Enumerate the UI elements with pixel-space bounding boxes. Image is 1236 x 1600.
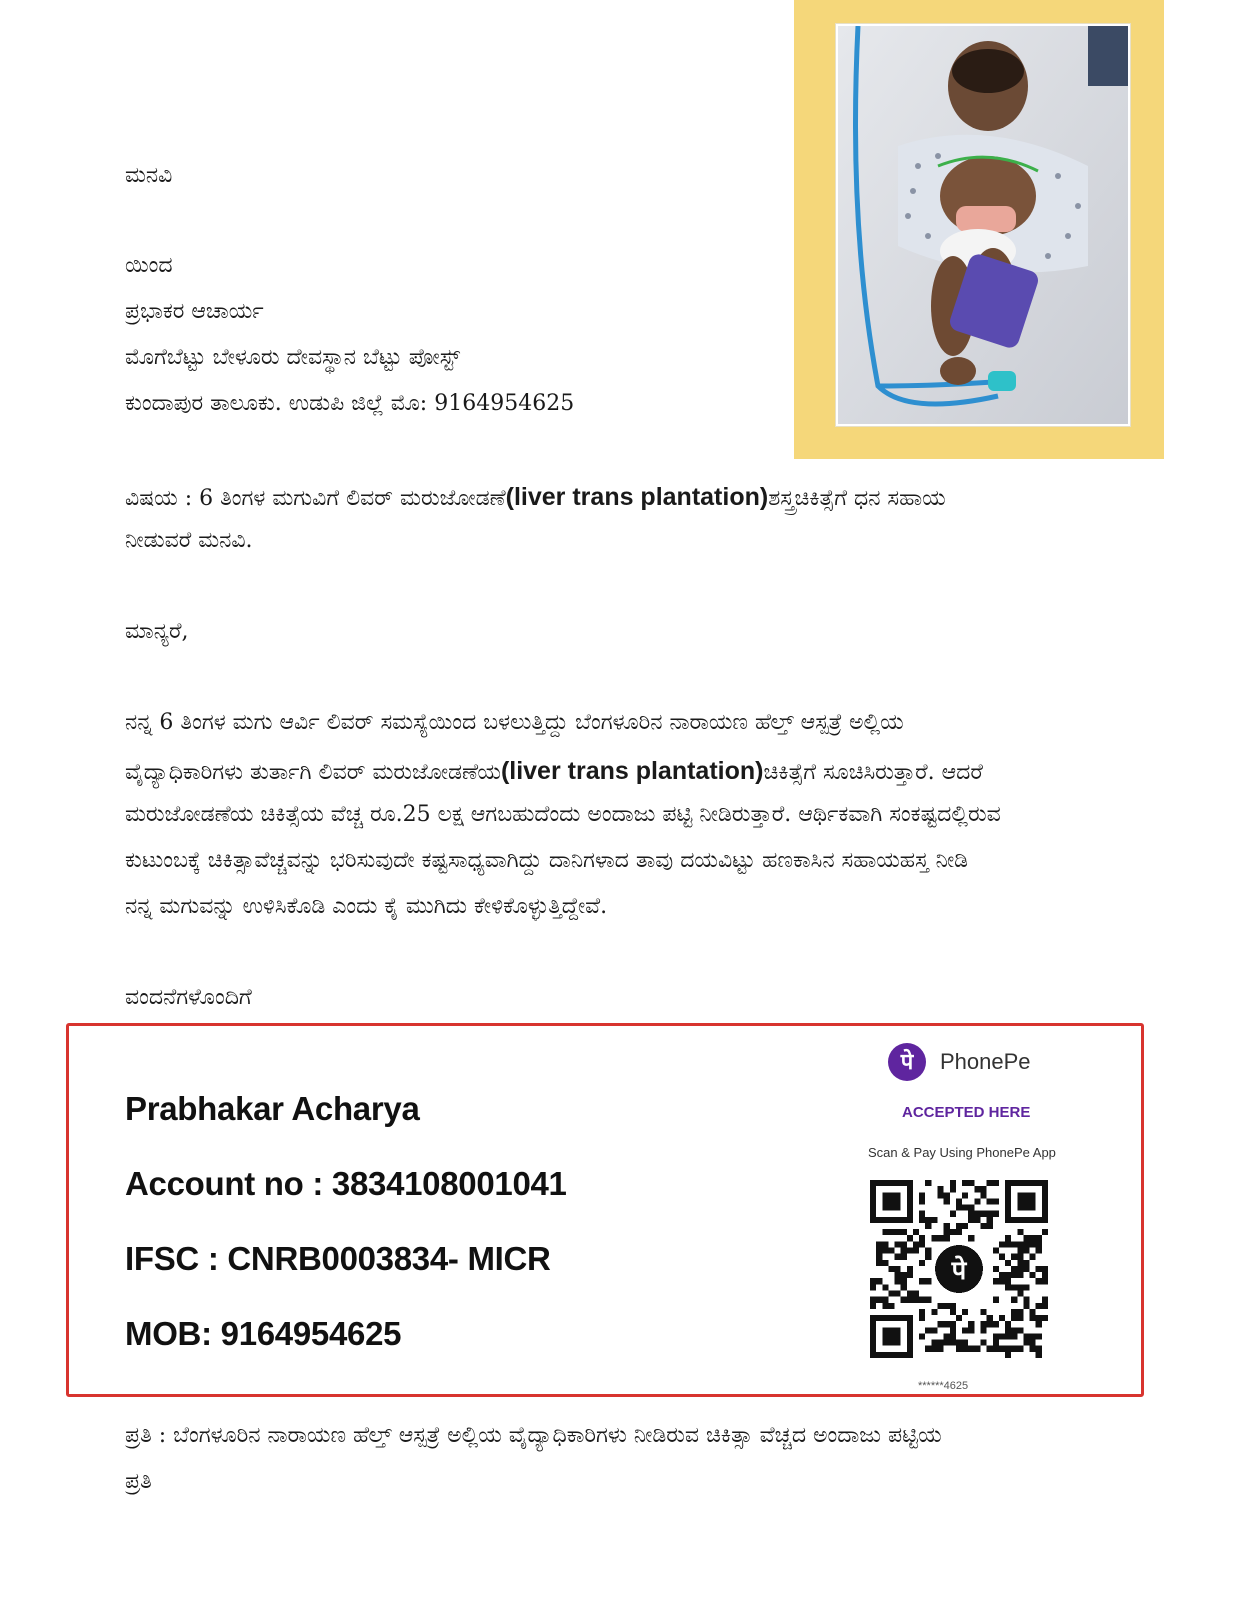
subject-line-1 [125,482,946,512]
photo-frame [794,0,1164,459]
closing: ವಂದನೆಗಳೊಂದಿಗೆ [125,985,252,1010]
salutation: ಮಾನ್ಯರೆ, [125,619,189,644]
copy-line-1: ಪ್ರತಿ : ಬೆಂಗಳೂರಿನ ನಾರಾಯಣ ಹೆಲ್ತ್ ಆಸ್ಪತ್ರೆ ಅಲ್ಲಿಯ ವೈದ್ಯಾಧಿಕಾರಿಗಳು ನೀಡಿರುವ ಚಿಕಿತ್ಸಾ ವೆಚ್ಚದ ಅಂದಾಜು ಪಟ್ಟಿಯ [125,1423,942,1448]
letter-title: ಮನವಿ [125,163,173,188]
body-line-5: ನನ್ನ ಮಗುವನ್ನು ಉಳಿಸಿಕೊಡಿ ಎಂದು ಕೈ ಮುಗಿದು ಕೇಳಿಕೊಳ್ಳುತ್ತಿದ್ದೇವೆ. [125,894,608,919]
phonepe-brand: PhonePe [940,1049,1031,1074]
qr-center-logo-icon: पे [951,1255,967,1286]
baby-photo [836,24,1130,426]
copy-line-2: ಪ್ರತಿ [125,1469,152,1494]
bank-holder-name: Prabhakar Acharya [125,1090,420,1127]
body-english: (liver trans plantation) [500,757,764,785]
qr-code [870,1180,1048,1358]
body-line-3: ಮರುಜೋಡಣೆಯ ಚಿಕಿತ್ಸೆಯ ವೆಚ್ಚ ರೂ.25 ಲಕ್ಷ ಆಗಬಹುದೆಂದು ಅಂದಾಜು ಪಟ್ಟಿ ನೀಡಿರುತ್ತಾರೆ. ಆರ್ಥಿಕವಾಗಿ ಸಂಕಷ್ಟದಲ್ಲಿರುವ [125,802,1001,827]
subject-line-2: ನೀಡುವರೆ ಮನವಿ. [125,528,253,553]
body-text-b: ಚಿಕಿತ್ಸೆಗೆ ಸೂಚಿಸಿರುತ್ತಾರೆ. ಆದರೆ [763,760,983,785]
address-line-1: ಮೊಗೆಬೆಟ್ಟು ಬೇಳೂರು ದೇವಸ್ಥಾನ ಬೆಟ್ಟು ಪೋಸ್ಟ್ [125,345,461,370]
from-label: ಯಿಂದ [125,253,173,278]
bank-ifsc: IFSC : CNRB0003834- MICR [125,1240,551,1277]
body-text-a: ವೈದ್ಯಾಧಿಕಾರಿಗಳು ತುರ್ತಾಗಿ ಲಿವರ್ ಮರುಜೋಡಣೆಯ [125,760,501,785]
address-line-2: ಕುಂದಾಪುರ ತಾಲೂಕು. ಉಡುಪಿ ಜಿಲ್ಲೆ ಮೊ: 9164954625 [125,391,575,416]
phonepe-logo-icon: पे [888,1043,926,1081]
phonepe-accepted-label: ACCEPTED HERE [902,1104,1031,1121]
baby-photo-illustration [838,26,1128,424]
body-line-2 [125,756,983,786]
subject-english: (liver trans plantation) [505,483,769,511]
bank-account-number: Account no : 3834108001041 [125,1165,567,1202]
phonepe-scan-text: Scan & Pay Using PhonePe App [868,1145,1056,1160]
subject-text-a: ವಿಷಯ : 6 ತಿಂಗಳ ಮಗುವಿಗೆ ಲಿವರ್ ಮರುಜೋಡಣೆ [125,486,506,511]
bank-mobile: MOB: 9164954625 [125,1315,402,1352]
subject-text-b: ಶಸ್ತ್ರಚಿಕಿತ್ಸೆಗೆ ಧನ ಸಹಾಯ [768,486,946,511]
body-line-4: ಕುಟುಂಬಕ್ಕೆ ಚಿಕಿತ್ಸಾವೆಚ್ಚವನ್ನು ಭರಿಸುವುದೇ ಕಷ್ಟಸಾಧ್ಯವಾಗಿದ್ದು ದಾನಿಗಳಾದ ತಾವು ದಯವಿಟ್ಟು ಹಣಕಾಸಿನ ಸಹಾಯಹಸ್ತ ನೀಡಿ [125,848,969,873]
body-line-1: ನನ್ನ 6 ತಿಂಗಳ ಮಗು ಆರ್ವಿ ಲಿವರ್ ಸಮಸ್ಯೆಯಿಂದ ಬಳಲುತ್ತಿದ್ದು ಬೆಂಗಳೂರಿನ ನಾರಾಯಣ ಹೆಲ್ತ್ ಆಸ್ಪತ್ರೆ ಅಲ್ಲಿಯ [125,710,904,735]
sender-name: ಪ್ರಭಾಕರ ಆಚಾರ್ಯ [125,299,264,324]
phonepe-masked-number: ******4625 [918,1380,969,1392]
